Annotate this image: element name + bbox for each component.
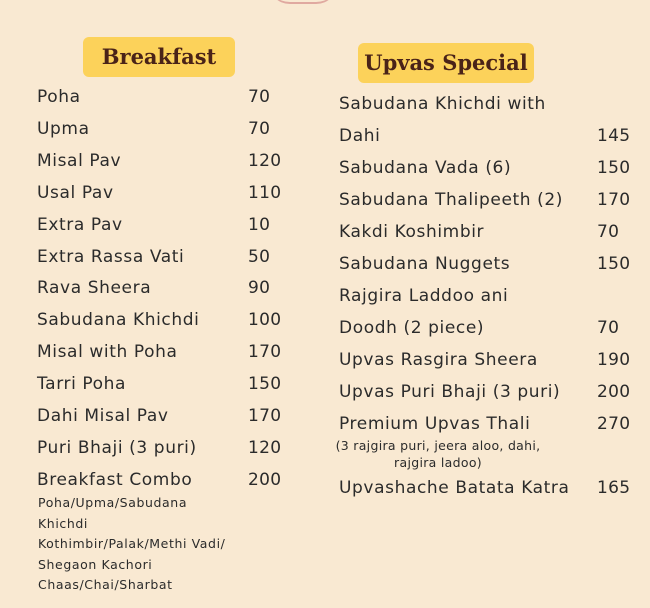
menu-item-name: Breakfast Combo xyxy=(37,469,193,490)
menu-item-name: Upvas Rasgira Sheera xyxy=(339,350,538,370)
menu-item-name: Puri Bhaji (3 puri) xyxy=(37,437,197,458)
menu-item-price: 170 xyxy=(248,406,282,426)
menu-item-price: 70 xyxy=(597,318,620,338)
menu-item-name: Tarri Poha xyxy=(37,374,127,395)
thali-description: rajgira ladoo) xyxy=(394,455,482,470)
menu-item-name: Dahi Misal Pav xyxy=(37,406,169,426)
thali-description: (3 rajgira puri, jeera aloo, dahi, xyxy=(335,438,541,453)
menu-item-name: Sabudana Khichdi with xyxy=(339,94,546,114)
menu-item-price: 150 xyxy=(248,374,282,395)
menu-item-price: 70 xyxy=(248,87,271,107)
menu-item-price: 50 xyxy=(248,246,271,267)
menu-item-price: 150 xyxy=(597,158,631,178)
menu-item-price: 120 xyxy=(248,437,282,458)
menu-item-name: Extra Rassa Vati xyxy=(37,246,185,267)
menu-item-name: Sabudana Thalipeeth (2) xyxy=(339,190,564,210)
menu-item-price: 145 xyxy=(597,126,631,146)
combo-description: Shegaon Kachori xyxy=(38,556,153,572)
menu-item-name: Dahi xyxy=(339,126,381,146)
menu-item-price: 200 xyxy=(248,469,282,490)
menu-item-price: 170 xyxy=(248,342,282,363)
combo-description: Khichdi xyxy=(38,515,88,531)
menu-item-name: Rajgira Laddoo ani xyxy=(339,286,509,306)
menu-item-price: 150 xyxy=(597,254,631,274)
menu-item-name: Usal Pav xyxy=(37,182,114,203)
combo-description: Kothimbir/Palak/Methi Vadi/ xyxy=(38,536,226,551)
menu-item-price: 165 xyxy=(597,478,631,498)
menu-item-price: 190 xyxy=(597,350,631,370)
menu-item-name: Sabudana Nuggets xyxy=(339,254,511,274)
menu-item-name: Poha xyxy=(37,87,81,107)
menu-item-price: 100 xyxy=(248,310,282,331)
menu-item-name: Upvashache Batata Katra xyxy=(339,478,570,498)
menu-item-name: Misal Pav xyxy=(37,150,122,171)
top-decoration xyxy=(268,0,338,4)
upvas-special-heading: Upvas Special xyxy=(358,43,534,83)
menu-item-price: 10 xyxy=(248,214,271,235)
menu-item-name: Upvas Puri Bhaji (3 puri) xyxy=(339,382,561,402)
combo-description: Poha/Upma/Sabudana xyxy=(38,495,188,510)
menu-item-name: Upma xyxy=(37,118,90,139)
menu-item-price: 120 xyxy=(248,150,282,171)
menu-item-name: Sabudana Vada (6) xyxy=(339,158,512,178)
menu-item-price: 270 xyxy=(597,414,631,434)
menu-item-name: Kakdi Koshimbir xyxy=(339,222,485,242)
menu-item-name: Rava Sheera xyxy=(37,278,152,299)
menu-item-price: 70 xyxy=(248,118,271,139)
menu-item-name: Doodh (2 piece) xyxy=(339,318,485,338)
menu-item-price: 90 xyxy=(248,278,271,299)
breakfast-heading: Breakfast xyxy=(83,37,235,77)
menu-item-price: 200 xyxy=(597,382,631,402)
menu-item-name: Extra Pav xyxy=(37,214,123,235)
menu-item-price: 70 xyxy=(597,222,620,242)
combo-description: Chaas/Chai/Sharbat xyxy=(38,577,173,592)
menu-item-name: Sabudana Khichdi xyxy=(37,310,200,331)
menu-item-price: 170 xyxy=(597,190,631,210)
menu-item-price: 110 xyxy=(248,182,282,203)
menu-item-name: Misal with Poha xyxy=(37,342,178,363)
menu-item-name: Premium Upvas Thali xyxy=(339,414,531,434)
